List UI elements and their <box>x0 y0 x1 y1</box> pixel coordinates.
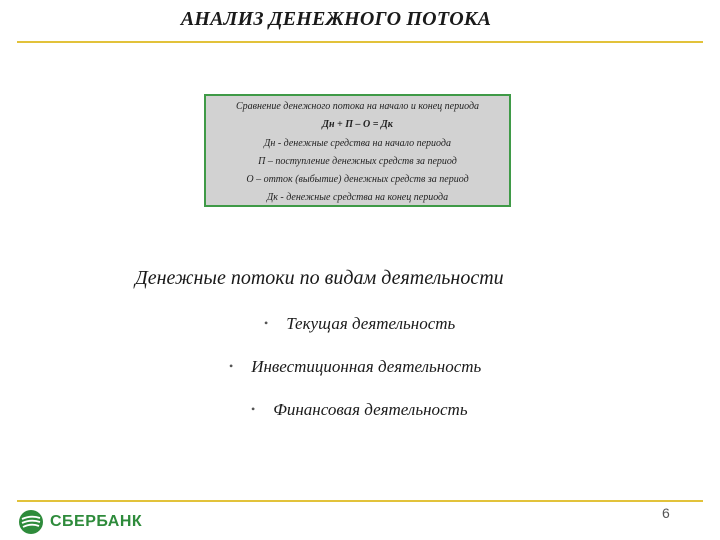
list-item-label: Финансовая деятельность <box>273 400 468 419</box>
logo-text: СБЕРБАНК <box>50 513 143 530</box>
title-divider <box>17 41 703 43</box>
sberbank-logo-icon <box>18 509 44 535</box>
page-number: 6 <box>662 505 670 521</box>
formula-equation: Дн + П – О = Дк <box>322 119 393 131</box>
section-heading: Денежные потоки по видам деятельности <box>135 267 504 289</box>
formula-definition-start-balance: Дн - денежные средства на начало периода <box>264 137 451 149</box>
bullet-icon: • <box>229 359 234 373</box>
sberbank-logo <box>18 508 142 536</box>
formula-definition-inflow: П – поступление денежных средств за период <box>258 155 457 167</box>
list-item <box>251 400 468 420</box>
formula-definition-outflow: О – отток (выбытие) денежных средств за период <box>246 174 469 186</box>
slide-title: АНАЛИЗ ДЕНЕЖНОГО ПОТОКА <box>180 8 492 30</box>
bullet-icon: • <box>264 316 269 330</box>
list-item <box>264 314 455 334</box>
formula-definition-end-balance: Дк - денежные средства на конец периода <box>266 192 449 204</box>
list-item-label: Инвестиционная деятельность <box>251 357 482 376</box>
list-item-label: Текущая деятельность <box>286 314 456 333</box>
bullet-icon: • <box>251 402 256 416</box>
formula-caption: Сравнение денежного потока на начало и конец периода <box>236 101 479 112</box>
list-item <box>229 357 481 377</box>
footer-divider <box>17 500 703 502</box>
cash-flow-formula-box <box>204 94 511 207</box>
